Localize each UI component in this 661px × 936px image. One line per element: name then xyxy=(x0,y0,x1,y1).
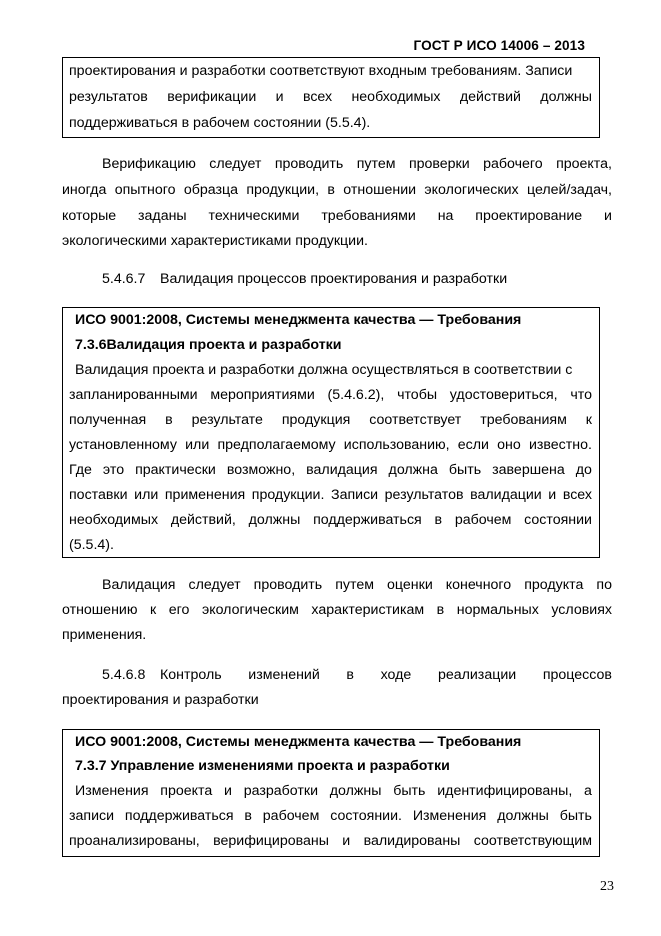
word: или xyxy=(185,437,210,453)
word: образца xyxy=(183,182,238,198)
word: рабочем xyxy=(454,512,512,528)
word: экологическим xyxy=(202,602,299,618)
word: верификации xyxy=(167,89,257,105)
quote-line xyxy=(69,513,592,527)
word: в xyxy=(244,808,252,824)
word: соответствующим xyxy=(473,833,592,849)
word: соответствует xyxy=(369,412,462,428)
word: к xyxy=(585,412,592,428)
word: результатов xyxy=(69,89,148,105)
word: быть xyxy=(393,783,426,799)
word: верифицированы xyxy=(213,833,329,849)
section-title xyxy=(160,668,612,682)
word: поддерживаться xyxy=(124,808,234,824)
box1-line: проектирования и разработки соответствуют входным требованиям. Записи xyxy=(69,63,573,79)
word: рабочего xyxy=(483,156,543,172)
word: проанализированы, xyxy=(69,833,200,849)
section-number: 5.4.6.7 xyxy=(102,271,146,287)
quote-line: Валидация проекта и разработки должна осуществляться в соответствии с xyxy=(75,362,573,378)
word: должны xyxy=(497,808,549,824)
word: быть xyxy=(559,808,592,824)
word: проверки xyxy=(408,156,470,172)
word: если xyxy=(457,437,489,453)
word: условиях xyxy=(551,602,612,618)
word: что xyxy=(570,387,592,403)
word: в xyxy=(346,667,354,683)
word: должна xyxy=(388,462,438,478)
word: практически xyxy=(135,462,216,478)
word: необходимых xyxy=(351,89,441,105)
word: до xyxy=(575,462,592,478)
word: (5.4.6.2), xyxy=(327,387,385,403)
word: к xyxy=(150,602,157,618)
paragraph-line: экологическими характеристиками продукции. xyxy=(62,233,368,249)
box1-line xyxy=(69,90,592,104)
word: Изменения xyxy=(75,783,149,799)
word: удостовериться, xyxy=(449,387,558,403)
word: всех xyxy=(302,89,333,105)
word: продукции, xyxy=(246,182,320,198)
word: Контроль xyxy=(160,667,222,683)
word: действий, xyxy=(170,512,236,528)
quote-line xyxy=(75,784,592,798)
quote-line xyxy=(69,463,592,477)
word: разработки xyxy=(243,783,318,799)
word: поддерживаться xyxy=(313,512,422,528)
word: оценки xyxy=(387,577,433,593)
word: в xyxy=(434,512,443,528)
quote-line xyxy=(69,488,592,502)
word: требованиям xyxy=(480,412,567,428)
word: характеристикам xyxy=(311,602,425,618)
word: которые xyxy=(62,208,117,224)
word: изменений xyxy=(248,667,320,683)
quote-line xyxy=(69,413,592,427)
word: использованию, xyxy=(343,437,450,453)
word: в xyxy=(165,412,173,428)
word: отношении xyxy=(343,182,417,198)
word: должны xyxy=(540,89,592,105)
word: известно. xyxy=(528,437,592,453)
word: быть xyxy=(448,462,482,478)
section-number: 5.4.6.8 xyxy=(102,667,146,683)
paragraph-line xyxy=(102,157,612,171)
word: должны xyxy=(329,783,382,799)
word: оно xyxy=(497,437,521,453)
document-header: ГОСТ Р ИСО 14006 – 2013 xyxy=(413,38,585,53)
word: результате xyxy=(191,412,263,428)
word: продукта xyxy=(524,577,584,593)
quote-box-subheading: 7.3.7 Управление изменениями проекта и разработки xyxy=(75,758,450,774)
word: требованиями xyxy=(321,208,416,224)
word: в xyxy=(327,182,335,198)
word: ходе xyxy=(380,667,412,683)
word: применения xyxy=(164,487,246,503)
word: проекта xyxy=(160,783,213,799)
word: и xyxy=(275,89,284,105)
word: предполагаемому xyxy=(217,437,336,453)
word: опытного xyxy=(114,182,176,198)
box1-line: поддерживаться в рабочем состоянии (5.5.4). xyxy=(69,115,371,131)
word: путем xyxy=(356,156,396,172)
word: результатов xyxy=(384,487,464,503)
word: валидация xyxy=(306,462,378,478)
word: завершена xyxy=(492,462,565,478)
word: продукция xyxy=(281,412,351,428)
word: реализации xyxy=(437,667,517,683)
paragraph-line xyxy=(62,209,612,223)
word: Где xyxy=(69,462,92,478)
quote-line xyxy=(69,388,592,402)
word: иногда xyxy=(62,182,107,198)
word: состоянии. xyxy=(330,808,402,824)
word: рабочем xyxy=(262,808,320,824)
word: нормальных xyxy=(456,602,539,618)
word: Записи xyxy=(331,487,379,503)
quote-line: (5.5.4). xyxy=(69,537,114,553)
word: и xyxy=(604,208,612,224)
word: Верификацию xyxy=(102,156,196,172)
word: мероприятиями xyxy=(210,387,315,403)
word: конечного xyxy=(445,577,512,593)
word: в xyxy=(436,602,445,618)
word: отношению xyxy=(62,602,138,618)
quote-line xyxy=(69,438,592,452)
word: всех xyxy=(562,487,592,503)
word: путем xyxy=(335,577,374,593)
word: процессов xyxy=(542,667,612,683)
word: записи xyxy=(69,808,115,824)
word: установленному xyxy=(69,437,177,453)
quote-box-heading: ИСО 9001:2008, Системы менеджмента качества — Требования xyxy=(75,734,522,750)
word: или xyxy=(134,487,159,503)
word: Изменения xyxy=(412,808,487,824)
word: проводить xyxy=(274,156,344,172)
quote-box-subheading: 7.3.6Валидация проекта и разработки xyxy=(75,337,342,353)
word: по xyxy=(596,577,612,593)
word: чтобы xyxy=(397,387,438,403)
word: возможно, xyxy=(226,462,296,478)
word: состоянии xyxy=(524,512,592,528)
quote-line xyxy=(69,809,592,823)
word: экологических xyxy=(424,182,519,198)
word: идентифицированы, xyxy=(437,783,573,799)
word: должны xyxy=(248,512,301,528)
word: проектирование xyxy=(475,208,583,224)
word: его xyxy=(168,602,190,618)
word: необходимых xyxy=(69,512,159,528)
section-title-continuation: проектирования и разработки xyxy=(62,692,259,708)
word: валидированы xyxy=(363,833,461,849)
paragraph-line xyxy=(102,578,612,592)
word: валидации xyxy=(470,487,542,503)
word: и xyxy=(342,833,351,849)
word: проводить xyxy=(253,577,323,593)
word: и xyxy=(548,487,557,503)
paragraph-line: применения. xyxy=(62,627,147,643)
word: техническими xyxy=(208,208,300,224)
word: целей/задач, xyxy=(526,182,612,198)
word: продукции. xyxy=(251,487,325,503)
quote-box-heading: ИСО 9001:2008, Системы менеджмента качества — Требования xyxy=(75,312,522,328)
page-number: 23 xyxy=(600,879,614,894)
word: это xyxy=(102,462,125,478)
word: заданы xyxy=(138,208,187,224)
word: поставки xyxy=(69,487,128,503)
word: проекта, xyxy=(556,156,612,172)
word: а xyxy=(584,783,592,799)
section-title: Валидация процессов проектирования и разработки xyxy=(160,271,508,287)
word: на xyxy=(437,208,454,224)
paragraph-line xyxy=(62,183,612,197)
word: следует xyxy=(188,577,241,593)
word: полученная xyxy=(69,412,147,428)
paragraph-line xyxy=(62,603,612,617)
word: Валидация xyxy=(102,577,176,593)
word: действий xyxy=(459,89,521,105)
word: и xyxy=(224,783,232,799)
word: запланированными xyxy=(69,387,198,403)
quote-line xyxy=(69,834,592,848)
word: следует xyxy=(209,156,262,172)
